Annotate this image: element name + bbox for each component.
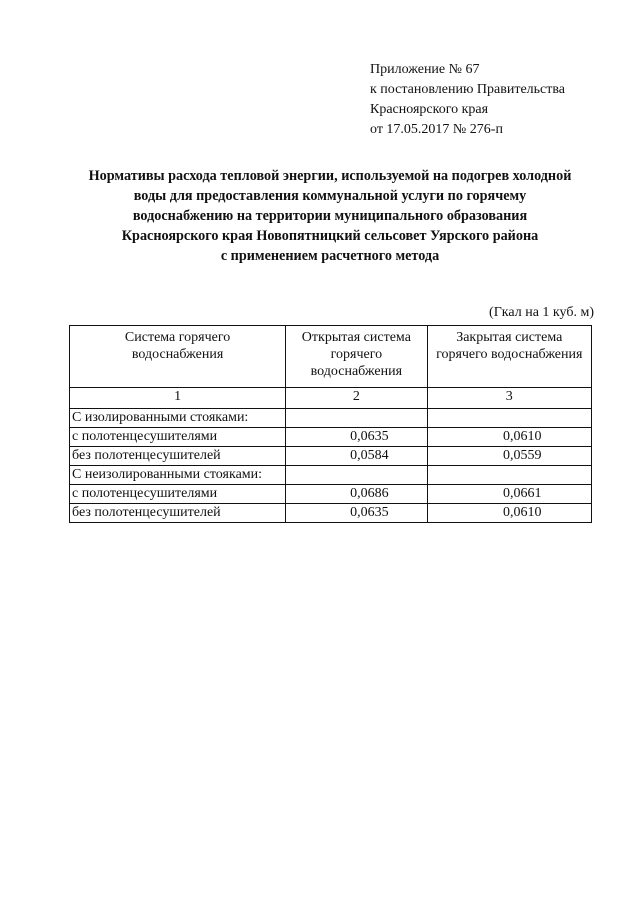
document-title	[60, 166, 600, 266]
row-label: без полотенцесушителей	[70, 447, 286, 466]
header-open-line-1: Открытая система	[301, 330, 411, 345]
header-closed-line-2: горячего водоснабжения	[436, 347, 583, 362]
row-open-value: 0,0686	[286, 485, 427, 504]
column-number-3: 3	[427, 388, 591, 409]
title-line-3: водоснабжению на территории муниципального образования	[132, 208, 528, 224]
column-number-1: 1	[70, 388, 286, 409]
annex-date: от 17.05.2017 № 276-п	[370, 122, 503, 137]
row-open-value	[286, 409, 427, 428]
table-row	[70, 409, 592, 428]
row-label: с полотенцесушителями	[70, 428, 286, 447]
row-closed-value: 0,0610	[427, 504, 591, 523]
title-line-2: воды для предоставления коммунальной услуги по горячему	[133, 188, 527, 204]
row-label: С неизолированными стояками:	[70, 466, 286, 485]
header-open-line-2: горячего	[330, 347, 383, 362]
title-line-4: Красноярского края Новопятницкий сельсовет Уярского района	[121, 228, 539, 244]
annex-number: Приложение № 67	[370, 62, 480, 77]
header-open-line-3: водоснабжения	[310, 364, 403, 379]
annex-resolution: к постановлению Правительства	[370, 82, 566, 97]
row-open-value: 0,0584	[286, 447, 427, 466]
row-label: С изолированными стояками:	[70, 409, 286, 428]
column-number-2: 2	[286, 388, 427, 409]
row-open-value	[286, 466, 427, 485]
annex-header	[370, 60, 565, 140]
norms-table	[69, 325, 592, 523]
table-row	[70, 466, 592, 485]
title-line-1: Нормативы расхода тепловой энергии, используемой на подогрев холодной	[88, 168, 572, 184]
row-label: с полотенцесушителями	[70, 485, 286, 504]
annex-region: Красноярского края	[370, 102, 489, 117]
row-open-value: 0,0635	[286, 428, 427, 447]
unit-label: (Гкал на 1 куб. м)	[489, 305, 594, 320]
row-label: без полотенцесушителей	[70, 504, 286, 523]
header-system-line-2: водоснабжения	[131, 347, 224, 362]
title-line-5: с применением расчетного метода	[220, 248, 440, 264]
header-system-line-1: Система горячего	[124, 330, 231, 345]
row-closed-value: 0,0559	[427, 447, 591, 466]
header-system	[70, 326, 286, 388]
table-row	[70, 485, 592, 504]
header-closed-line-1: Закрытая система	[456, 330, 563, 345]
table-row	[70, 447, 592, 466]
table-row	[70, 428, 592, 447]
row-closed-value: 0,0610	[427, 428, 591, 447]
row-closed-value: 0,0661	[427, 485, 591, 504]
table-header-row	[70, 326, 592, 388]
column-number-row	[70, 388, 592, 409]
header-open-system	[286, 326, 427, 388]
row-closed-value	[427, 409, 591, 428]
header-closed-system	[427, 326, 591, 388]
row-closed-value	[427, 466, 591, 485]
row-open-value: 0,0635	[286, 504, 427, 523]
table-row	[70, 504, 592, 523]
